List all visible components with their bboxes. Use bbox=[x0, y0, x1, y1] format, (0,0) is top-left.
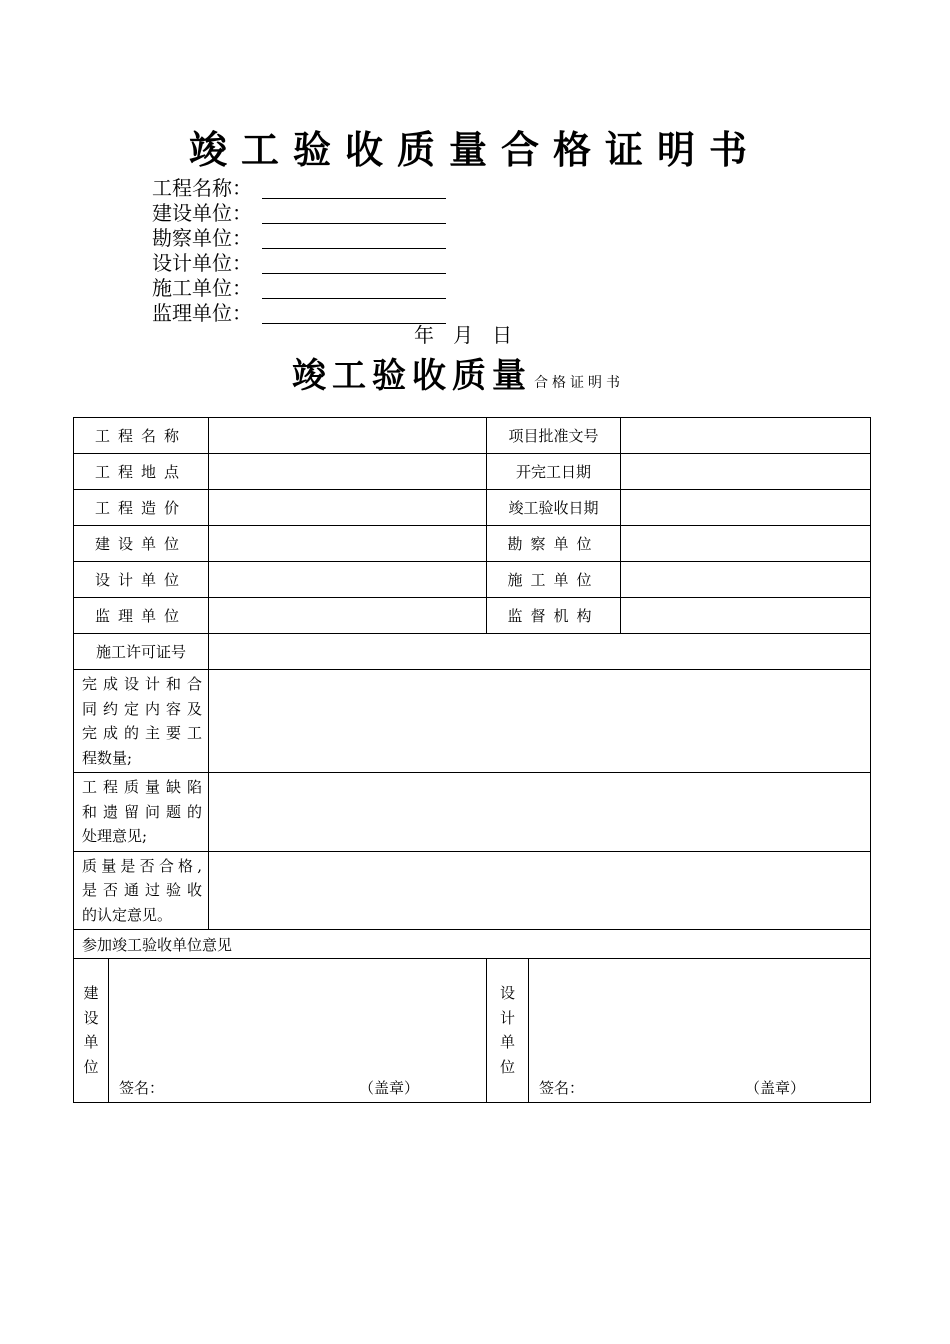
row-label-left: 工程名称 bbox=[74, 418, 209, 454]
table-row bbox=[74, 670, 871, 773]
design-unit-vertical-label bbox=[487, 959, 529, 1103]
row-label-left: 设计单位 bbox=[74, 562, 209, 598]
certificate-table bbox=[73, 417, 871, 1103]
row-label-right: 项目批准文号 bbox=[487, 418, 621, 454]
permit-label: 施工许可证号 bbox=[74, 634, 209, 670]
oversight-agency-cell[interactable] bbox=[621, 598, 871, 634]
row-label-right: 监督机构 bbox=[487, 598, 621, 634]
supervision-unit-cell[interactable] bbox=[209, 598, 487, 634]
row-label-left: 工程造价 bbox=[74, 490, 209, 526]
construction-unit-label: 建设单位： bbox=[152, 201, 252, 225]
contractor-unit-label: 施工单位： bbox=[152, 276, 252, 300]
vertical-char: 位 bbox=[500, 1057, 516, 1076]
page-title: 竣工验收质量合格证明书 bbox=[188, 127, 761, 172]
project-name-cell[interactable] bbox=[209, 418, 487, 454]
label-line: 同约定内容及 bbox=[82, 699, 203, 718]
defects-label bbox=[74, 773, 209, 852]
quality-label bbox=[74, 851, 209, 930]
seal-label: （盖章） bbox=[359, 1079, 420, 1097]
row-label-right: 竣工验收日期 bbox=[487, 490, 621, 526]
approval-doc-cell[interactable] bbox=[621, 418, 871, 454]
label-line: 质量是否合格, bbox=[82, 856, 203, 875]
row-label-left: 工程地点 bbox=[74, 454, 209, 490]
project-cost-cell[interactable] bbox=[209, 490, 487, 526]
form-title bbox=[292, 356, 624, 403]
contractor-unit-cell[interactable] bbox=[621, 562, 871, 598]
label-line: 完成设计和合 bbox=[82, 675, 203, 693]
project-location-cell[interactable] bbox=[209, 454, 487, 490]
vertical-char: 计 bbox=[500, 1008, 516, 1027]
completed-work-label bbox=[74, 670, 209, 773]
row-label-right: 勘察单位 bbox=[487, 526, 621, 562]
table-row bbox=[74, 454, 871, 490]
survey-unit-field[interactable] bbox=[262, 228, 446, 249]
form-title-big: 竣工验收质量 bbox=[292, 356, 532, 396]
row-label-right: 开完工日期 bbox=[487, 454, 621, 490]
label-line: 完成的主要工 bbox=[82, 724, 203, 742]
acceptance-date-cell[interactable] bbox=[621, 490, 871, 526]
vertical-char: 位 bbox=[83, 1057, 99, 1076]
design-unit-label: 设计单位： bbox=[152, 251, 252, 275]
label-line: 是否通过验收 bbox=[82, 881, 203, 899]
construction-unit-row bbox=[152, 199, 446, 224]
cover-info-block bbox=[152, 174, 446, 324]
table-row bbox=[74, 930, 871, 959]
construction-unit-vertical-label bbox=[74, 959, 109, 1103]
table-row bbox=[74, 526, 871, 562]
design-unit-opinion-cell[interactable] bbox=[529, 959, 871, 1103]
label-line: 的认定意见。 bbox=[82, 905, 173, 924]
opinions-header: 参加竣工验收单位意见 bbox=[74, 930, 871, 959]
vertical-char: 单 bbox=[500, 1033, 516, 1051]
survey-unit-cell[interactable] bbox=[621, 526, 871, 562]
sign-label: 签名： bbox=[539, 1079, 585, 1097]
construction-unit-opinion-cell[interactable] bbox=[109, 959, 487, 1103]
construction-unit-field[interactable] bbox=[262, 203, 446, 224]
defects-cell[interactable] bbox=[209, 773, 871, 852]
vertical-char: 单 bbox=[83, 1033, 99, 1051]
table-row bbox=[74, 598, 871, 634]
design-unit-row bbox=[152, 249, 446, 274]
project-name-label: 工程名称： bbox=[152, 176, 252, 200]
label-line: 处理意见; bbox=[82, 827, 148, 845]
seal-label: （盖章） bbox=[745, 1079, 806, 1097]
vertical-char: 建 bbox=[83, 984, 99, 1002]
contractor-unit-field[interactable] bbox=[262, 278, 446, 299]
survey-unit-row bbox=[152, 224, 446, 249]
label-line: 和遗留问题的 bbox=[82, 802, 203, 821]
table-row bbox=[74, 851, 871, 930]
supervision-unit-label: 监理单位： bbox=[152, 301, 252, 325]
row-label-right: 施工单位 bbox=[487, 562, 621, 598]
permit-number-cell[interactable] bbox=[209, 634, 871, 670]
table-row bbox=[74, 959, 871, 1103]
supervision-unit-row bbox=[152, 299, 446, 324]
quality-opinion-cell[interactable] bbox=[209, 851, 871, 930]
table-row bbox=[74, 773, 871, 852]
survey-unit-label: 勘察单位： bbox=[152, 226, 252, 250]
vertical-char: 设 bbox=[500, 984, 516, 1002]
table-row bbox=[74, 418, 871, 454]
form-title-small: 合格证明书 bbox=[534, 375, 624, 391]
vertical-char: 设 bbox=[83, 1008, 99, 1027]
contractor-unit-row bbox=[152, 274, 446, 299]
table-row bbox=[74, 562, 871, 598]
construction-unit-cell[interactable] bbox=[209, 526, 487, 562]
table-row bbox=[74, 634, 871, 670]
start-end-date-cell[interactable] bbox=[621, 454, 871, 490]
design-unit-field[interactable] bbox=[262, 253, 446, 274]
supervision-unit-field[interactable] bbox=[262, 303, 446, 324]
label-line: 程数量; bbox=[82, 748, 133, 767]
label-line: 工程质量缺陷 bbox=[82, 778, 203, 796]
table-row bbox=[74, 490, 871, 526]
project-name-field[interactable] bbox=[262, 178, 446, 199]
design-unit-cell[interactable] bbox=[209, 562, 487, 598]
project-name-row bbox=[152, 174, 446, 199]
completed-work-cell[interactable] bbox=[209, 670, 871, 773]
sign-label: 签名： bbox=[119, 1079, 165, 1097]
date-line: 年 月 日 bbox=[414, 323, 513, 347]
row-label-left: 建设单位 bbox=[74, 526, 209, 562]
row-label-left: 监理单位 bbox=[74, 598, 209, 634]
